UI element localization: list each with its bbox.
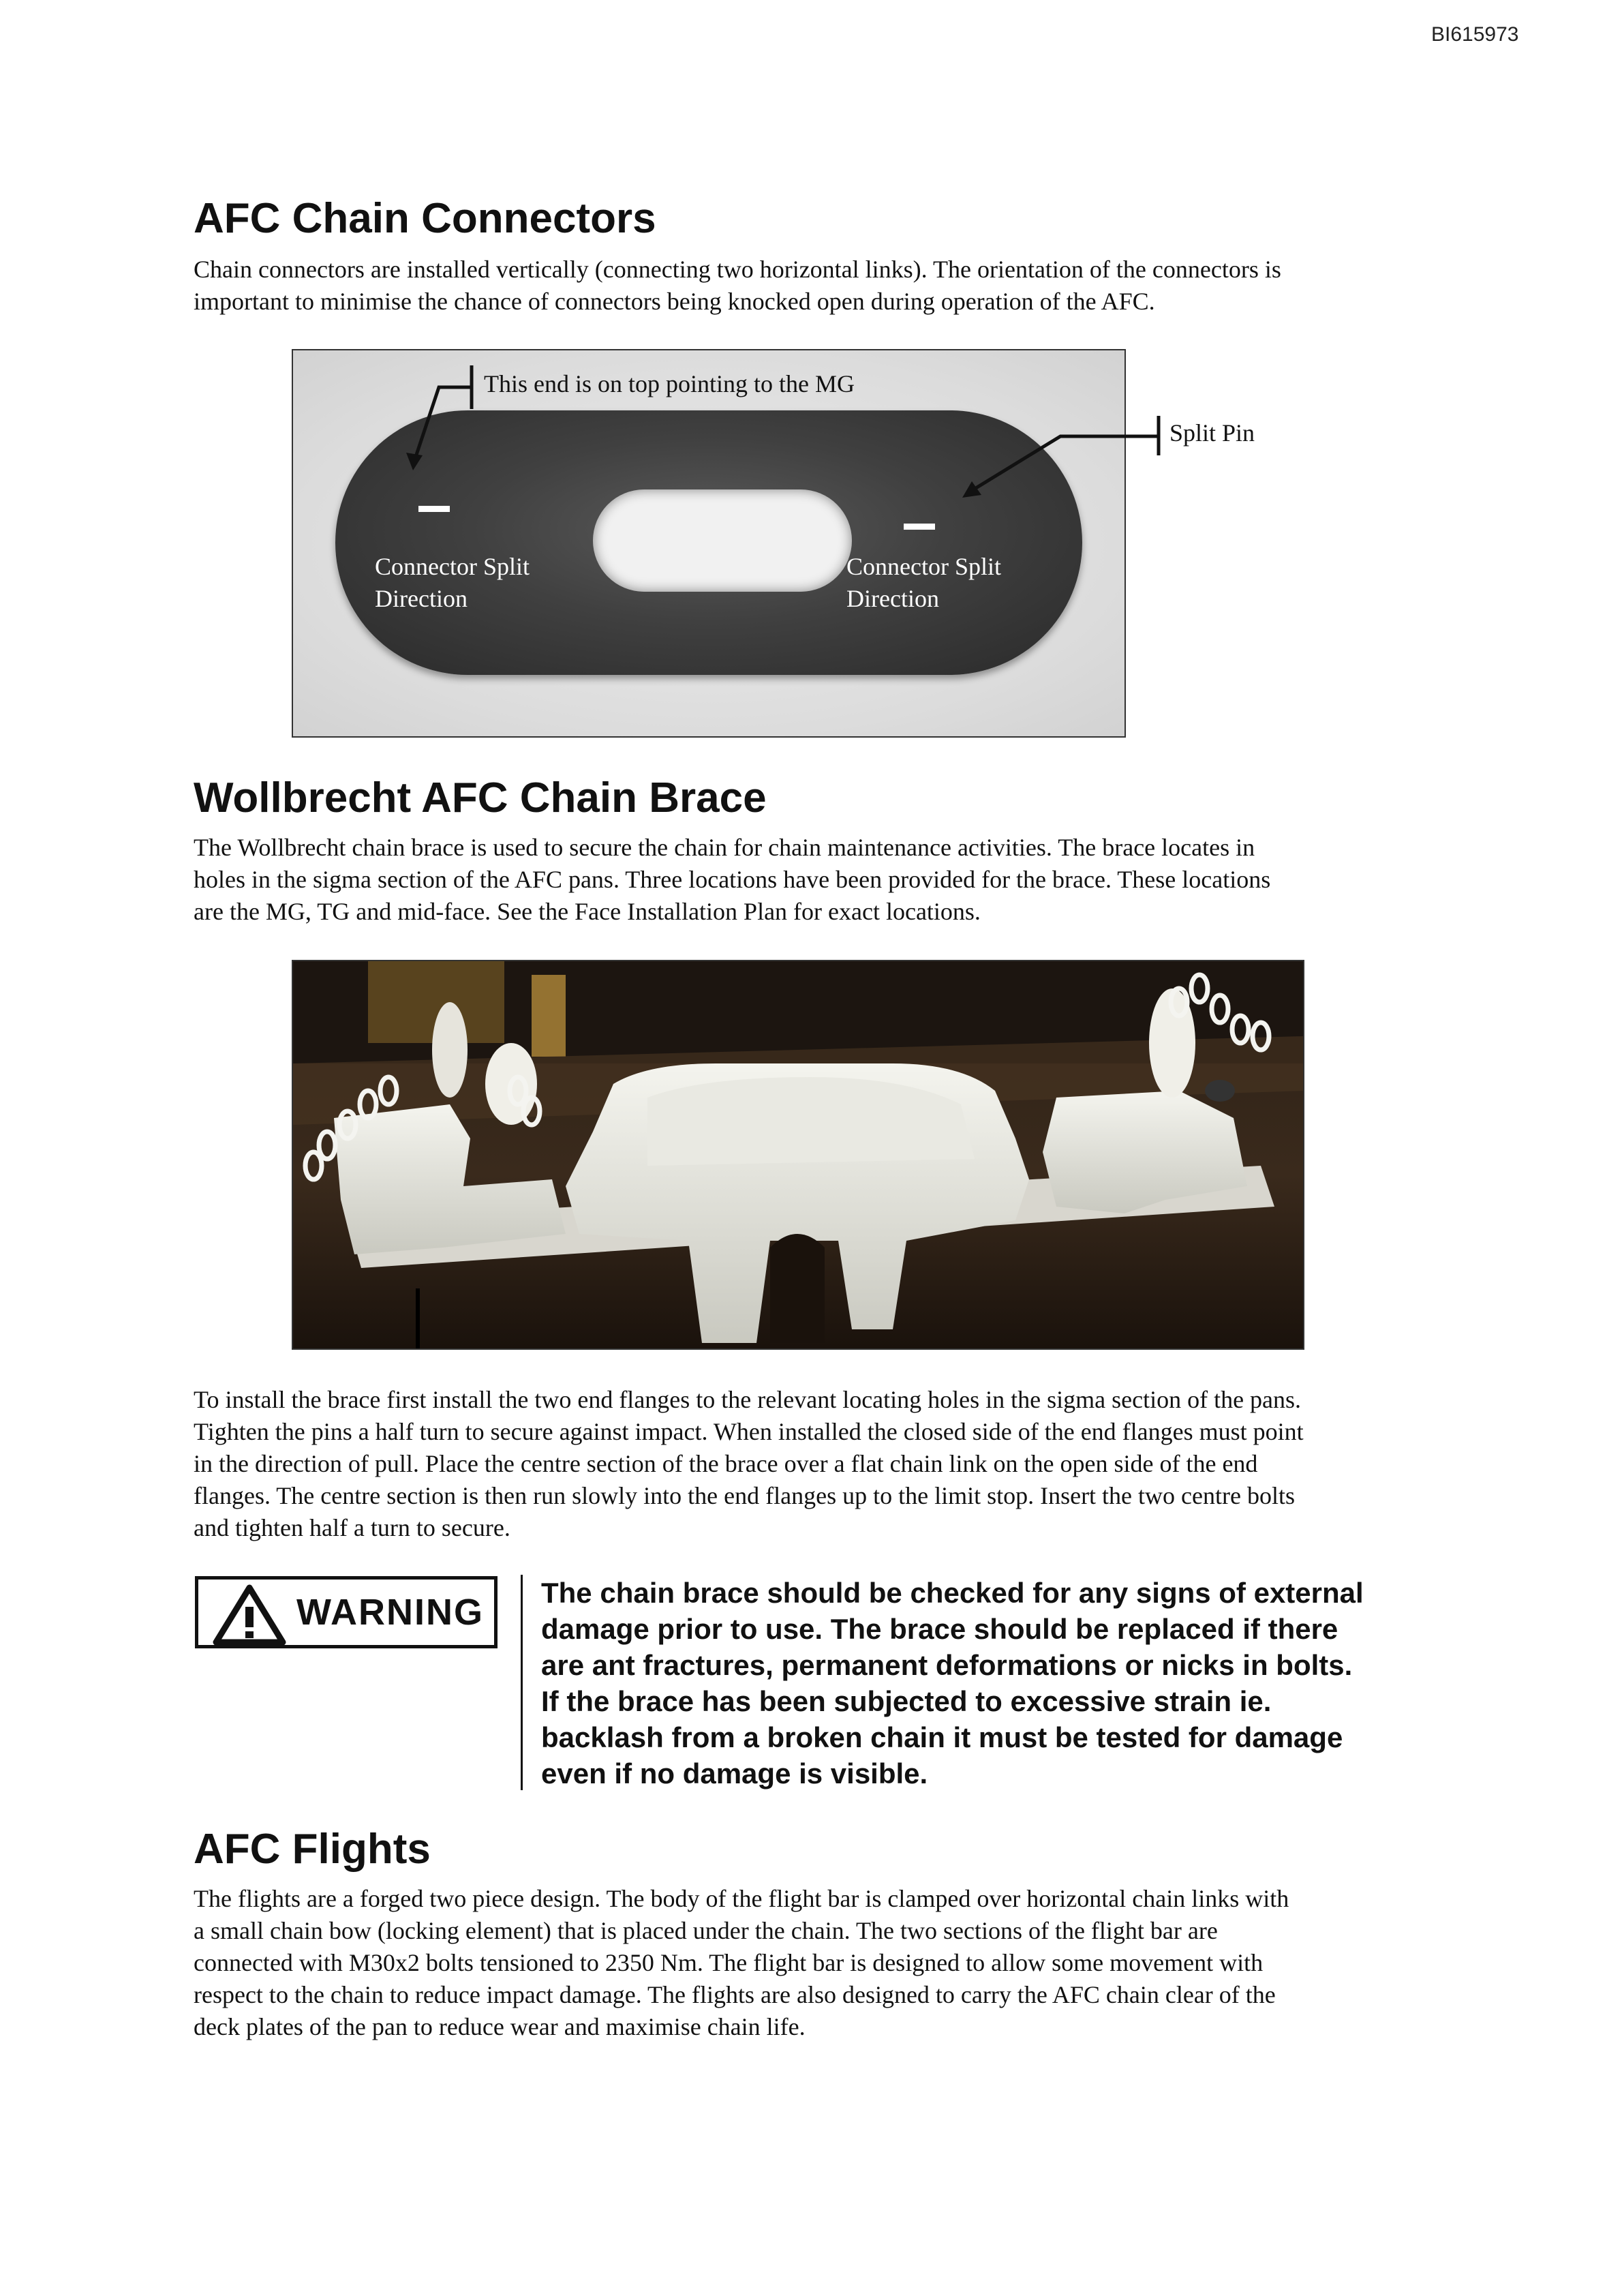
label-line: Connector Split bbox=[846, 553, 1001, 580]
paragraph-install bbox=[194, 1384, 1448, 1544]
warning-line: backlash from a broken chain it must be tested for damage bbox=[541, 1721, 1343, 1753]
warning-line: The chain brace should be checked for any signs of external bbox=[541, 1577, 1364, 1609]
warning-text bbox=[541, 1575, 1448, 1792]
split-pin-callout: Split Pin bbox=[1169, 419, 1255, 447]
orientation-arrowhead bbox=[406, 453, 423, 470]
label-line: Direction bbox=[846, 585, 939, 612]
warning-line: If the brace has been subjected to excessive strain ie. bbox=[541, 1685, 1272, 1717]
paragraph-line: flanges. The centre section is then run slowly into the end flanges up to the limit stop. Insert the two centre bolts bbox=[194, 1482, 1295, 1509]
warning-line: even if no damage is visible. bbox=[541, 1757, 928, 1789]
paragraph-line: To install the brace first install the two end flanges to the relevant locating holes in the sigma section of the pans. bbox=[194, 1386, 1302, 1413]
connector-orientation-label: This end is on top pointing to the MG bbox=[484, 370, 855, 397]
label-line: Connector Split bbox=[375, 553, 530, 580]
paragraph-brace bbox=[194, 832, 1448, 928]
document-id: BI615973 bbox=[1431, 23, 1519, 46]
paragraph-line: The Wollbrecht chain brace is used to secure the chain for chain maintenance activities. The brace locates in bbox=[194, 834, 1255, 861]
paragraph-line: respect to the chain to reduce impact damage. The flights are also designed to carry the AFC chain clear of the bbox=[194, 1981, 1276, 2008]
section-title-flights: AFC Flights bbox=[194, 1826, 431, 1873]
paragraph-line: a small chain bow (locking element) that is placed under the chain. The two sections of the flight bar are bbox=[194, 1917, 1218, 1944]
split-pin-leader-line bbox=[969, 416, 1159, 492]
split-pin-arrowhead bbox=[962, 481, 981, 498]
chain-brace-illustration bbox=[293, 961, 1303, 1348]
paragraph-line: Tighten the pins a half turn to secure against impact. When installed the closed side of the end flanges must point bbox=[194, 1418, 1304, 1445]
warning-divider bbox=[521, 1575, 523, 1790]
orientation-leader-line bbox=[413, 365, 472, 465]
warning-triangle-icon bbox=[212, 1584, 287, 1645]
paragraph-line: important to minimise the chance of connectors being knocked open during operation of the AFC. bbox=[194, 288, 1155, 315]
paragraph-line: and tighten half a turn to secure. bbox=[194, 1514, 510, 1541]
paragraph-line: are the MG, TG and mid-face. See the Face Installation Plan for exact locations. bbox=[194, 898, 981, 925]
paragraph-line: holes in the sigma section of the AFC pans. Three locations have been provided for the brace. These locations bbox=[194, 866, 1271, 893]
paragraph-line: deck plates of the pan to reduce wear and maximise chain life. bbox=[194, 2013, 806, 2040]
section-title-brace: Wollbrecht AFC Chain Brace bbox=[194, 774, 767, 821]
warning-line: damage prior to use. The brace should be replaced if there bbox=[541, 1613, 1338, 1645]
warning-line: are ant fractures, permanent deformations or nicks in bolts. bbox=[541, 1649, 1353, 1681]
paragraph-flights bbox=[194, 1883, 1448, 2043]
warning-label: WARNING bbox=[296, 1592, 484, 1633]
warning-sign bbox=[195, 1576, 498, 1648]
paragraph-line: Chain connectors are installed vertically (connecting two horizontal links). The orientation of the connectors is bbox=[194, 256, 1281, 283]
paragraph-line: connected with M30x2 bolts tensioned to 2350 Nm. The flight bar is designed to allow some movement with bbox=[194, 1949, 1264, 1976]
chain-brace-photo bbox=[292, 960, 1304, 1350]
paragraph-line: in the direction of pull. Place the centre section of the brace over a flat chain link on the open side of the end bbox=[194, 1450, 1258, 1477]
label-line: Direction bbox=[375, 585, 468, 612]
section-title-connectors: AFC Chain Connectors bbox=[194, 195, 656, 242]
paragraph-line: The flights are a forged two piece design. The body of the flight bar is clamped over horizontal chain links with bbox=[194, 1885, 1289, 1912]
